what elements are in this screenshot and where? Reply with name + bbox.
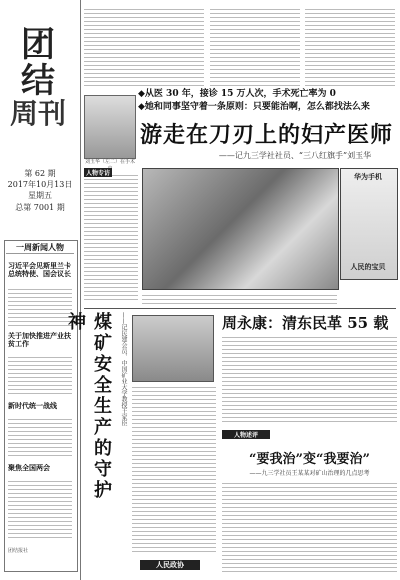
bottom-right-tag: 人物述评 — [222, 430, 270, 439]
masthead-line2: 周刊 — [9, 97, 66, 131]
sidebar-headline-1[interactable]: 习近平会见斯里兰卡总统特使、国会议长 — [8, 261, 71, 279]
main-subhead: ——记九三学社社员、“三八红旗手”刘玉华 — [218, 151, 372, 160]
sidebar-headline-2[interactable]: 关于加快推进产业扶贫工作 — [8, 331, 71, 349]
mine-photo — [132, 315, 214, 382]
bottom-right-subhead: ——九三学社员王某某对矿山治理的几点思考 — [249, 470, 370, 477]
photo-caption-lines — [142, 292, 337, 306]
top-article-text-mid — [210, 6, 300, 86]
sidebar-text-4 — [8, 478, 72, 538]
top-story-bullets — [138, 88, 393, 113]
column-tag: 人物专访 — [86, 170, 111, 177]
sidebar-text-3 — [8, 416, 72, 456]
portrait-caption: 刘玉华（左二）在手术 — [84, 159, 135, 165]
mid-right-text — [222, 334, 397, 424]
bottom-right-headline[interactable]: “要我治”变“我要治” — [249, 452, 370, 467]
sidebar-footer: 团结报社 — [8, 548, 29, 554]
article-column-1 — [84, 172, 138, 302]
bottom-right-text — [222, 480, 397, 572]
masthead — [8, 25, 68, 131]
mid-right-headline[interactable]: 周永康：清东民革 55 载 — [222, 314, 389, 332]
mine-article-text — [132, 384, 216, 554]
portrait-photo — [84, 95, 136, 159]
ad-logo: 华为手机 — [354, 172, 382, 181]
surgery-photo — [142, 168, 339, 290]
sidebar-headline-3[interactable]: 新时代统一战线 — [8, 401, 57, 410]
issue-date: 2017年10月13日 — [7, 180, 73, 190]
sidebar-text-2 — [8, 354, 72, 394]
section-divider — [84, 308, 396, 309]
ad-tagline: 人民的宝贝 — [350, 262, 386, 271]
sidebar-section-title: 一周新闻人物 — [6, 242, 74, 254]
issue-code: 总第 7001 期 — [15, 202, 65, 212]
main-headline[interactable]: 游走在刀刃上的妇产医师 — [140, 122, 394, 148]
issue-number: 第 62 期 — [24, 169, 56, 178]
vertical-subline: ——记民建会员、中国矿业大学教授王家臣 — [120, 312, 127, 426]
masthead-line1: 团结 — [21, 25, 55, 101]
top-article-text-left — [84, 6, 204, 86]
bullet-2: ◆她和同事坚守着一条原则：只要能治啊，怎么都找法么来 — [138, 101, 370, 112]
sidebar-headline-4[interactable]: 聚焦全国两会 — [8, 463, 50, 472]
top-article-text-right — [305, 6, 395, 86]
vertical-headline[interactable]: 煤矿安全生产的守护神 — [65, 312, 112, 501]
issue-day: 星期五 — [28, 191, 52, 201]
bullet-1: ◆从医 30 年，接诊 15 万人次，手术死亡率为 0 — [138, 89, 336, 99]
footer-logo: 人民政协 — [140, 560, 200, 570]
issue-info — [6, 168, 74, 213]
